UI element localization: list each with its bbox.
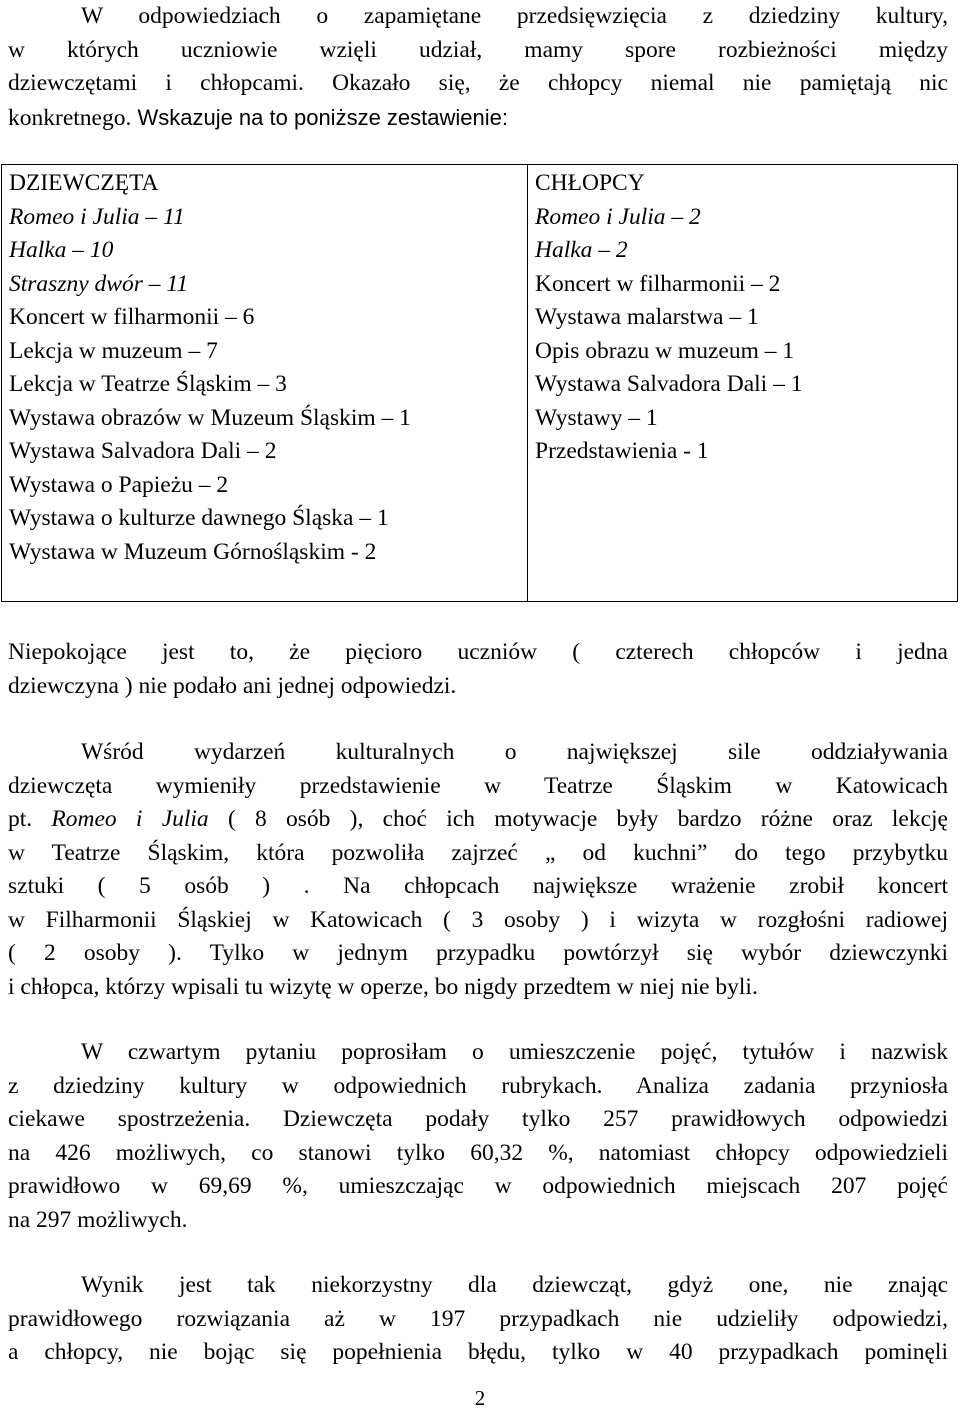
fourth-question-paragraph [8,1036,948,1237]
fourth-line: ciekawe spostrzeżenia. Dziewczęta podały tylko 257 prawidłowych odpowiedzi [8,1106,948,1132]
events-line: w Teatrze Śląskim, która pozwoliła zajrzeć „ od kuchni” do tego przybytku [8,839,948,866]
fourth-line: W czwartym pytaniu poprosiłam o umieszczenie pojęć, tytułów i nazwisk [81,1039,948,1065]
boys-item: Halka – 2 [535,237,628,263]
worry-line: Niepokojące jest to, że pięcioro uczniów ( czterech chłopców i jedna [8,639,948,665]
fourth-line: z dziedziny kultury w odpowiednich rubrykach. Analiza zadania przyniosła [8,1072,948,1099]
girls-item: Koncert w filharmonii – 6 [9,304,255,330]
result-line: prawidłowego rozwiązania aż w 197 przypadkach nie udzieliły odpowiedzi, [8,1305,948,1332]
boys-item: Przedstawienia - 1 [535,438,709,464]
girls-item: Wystawa o Papieżu – 2 [9,471,229,498]
girls-item: Wystawa Salvadora Dali – 2 [9,438,277,464]
girls-list [9,201,527,570]
intro-line-last [8,101,948,135]
boys-item: Wystawa malarstwa – 1 [535,304,759,330]
boys-item: Romeo i Julia – 2 [535,203,701,230]
page-number: 2 [474,1386,486,1410]
fourth-line: na 426 możliwych, co stanowi tylko 60,32 %, natomiast chłopcy odpowiedzieli [8,1139,948,1166]
events-paragraph [8,736,948,1004]
intro-paragraph [8,0,948,134]
events-line: w Filharmonii Śląskiej w Katowicach ( 3 osoby ) i wizyta w rozgłośni radiowej [8,906,948,933]
boys-list [535,201,957,469]
girls-item: Lekcja w muzeum – 7 [9,337,218,364]
intro-line: W odpowiedziach o zapamiętane przedsięwzięcia z dziedziny kultury, [81,3,948,29]
worry-line: dziewczyna ) nie podało ani jednej odpowiedzi. [8,672,457,699]
events-line: sztuki ( 5 osób ) . Na chłopcach największe wrażenie zrobił koncert [8,873,948,899]
girls-item: Wystawa obrazów w Muzeum Śląskim – 1 [9,404,411,431]
intro-line: dziewczętami i chłopcami. Okazało się, że chłopcy niemal nie pamiętają nic [8,70,948,96]
boys-item: Opis obrazu w muzeum – 1 [535,337,795,364]
intro-last-start: konkretnego. [8,104,132,131]
intro-line: w których uczniowie wzięli udział, mamy spore rozbieżności między [8,36,948,63]
boys-item: Wystawy – 1 [535,404,658,431]
fourth-line: prawidłowo w 69,69 %, umieszczając w odpowiednich miejscach 207 pojęć [8,1173,948,1199]
play-title: Romeo i Julia [51,806,209,832]
events-line: Wśród wydarzeń kulturalnych o największej sile oddziaływania [81,739,948,765]
girls-header: DZIEWCZĘTA [9,170,159,196]
result-line: Wynik jest tak niekorzystny dla dziewcząt, gdyż one, nie znając [81,1272,948,1298]
boys-item: Koncert w filharmonii – 2 [535,270,781,297]
events-line3-end: ( 8 osób ), choć ich motywacje były bardzo różne oraz lekcję [208,806,948,832]
boys-column [528,165,958,602]
girls-item: Lekcja w Teatrze Śląskim – 3 [9,371,287,397]
result-line: a chłopcy, nie bojąc się popełnienia błędu, tylko w 40 przypadkach pominęli [8,1339,948,1365]
girls-column [2,165,528,602]
events-line3-start: pt. [8,806,52,832]
events-line: dziewczęta wymieniły przedstawienie w Teatrze Śląskim w Katowicach [8,772,948,799]
girls-item: Wystawa w Muzeum Górnośląskim - 2 [9,538,377,565]
comparison-table [1,164,958,602]
events-line-with-title [8,803,948,837]
boys-item: Wystawa Salvadora Dali – 1 [535,371,803,397]
events-line: ( 2 osoby ). Tylko w jednym przypadku powtórzył się wybór dziewczynki [8,940,948,966]
boys-header: CHŁOPCY [535,170,645,196]
intro-last-tail: Wskazuje na to poniższe zestawienie: [131,104,508,130]
girls-item: Romeo i Julia – 11 [9,203,185,230]
events-line: i chłopca, którzy wpisali tu wizytę w operze, bo nigdy przedtem w niej nie byli. [8,973,758,1000]
fourth-line: na 297 możliwych. [8,1206,188,1233]
worry-paragraph [8,636,948,703]
girls-item: Halka – 10 [9,237,114,263]
girls-item: Straszny dwór – 11 [9,270,189,297]
result-paragraph [8,1269,948,1370]
girls-item: Wystawa o kulturze dawnego Śląska – 1 [9,505,389,531]
